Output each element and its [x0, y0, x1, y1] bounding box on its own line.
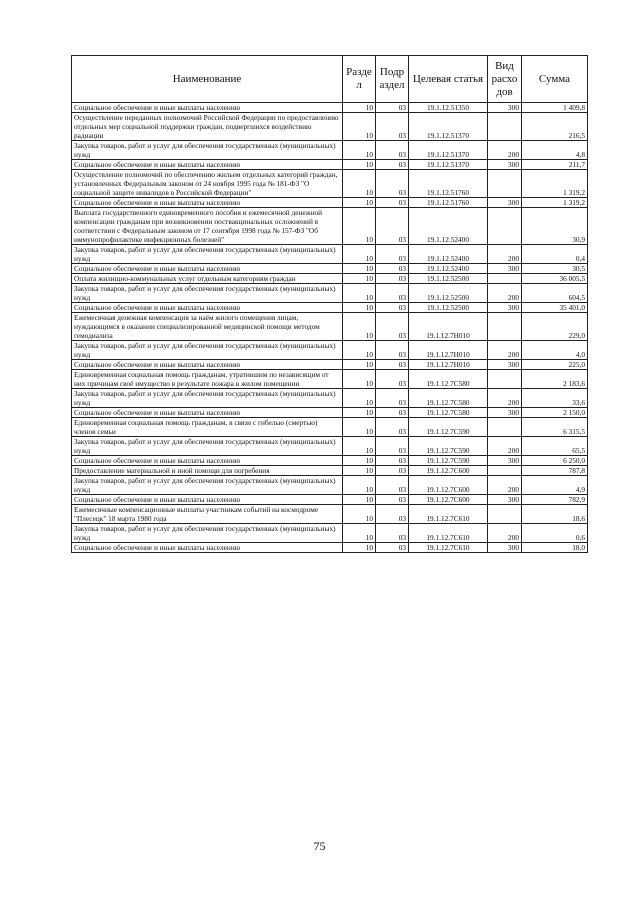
cell-name: Предоставление материальной и иной помощи для погребения [72, 466, 343, 476]
table-row [72, 418, 588, 437]
cell-name: Единовременная социальная помощь гражданам, утратившим по независящим от них причинам своё имущество в результате пожара в жилом помещении [72, 370, 343, 389]
header-target: Целевая статья [409, 56, 488, 103]
cell-target: 19.1.12.7С600 [409, 476, 488, 495]
cell-name: Закупка товаров, работ и услуг для обеспечения государственных (муниципальных) нужд [72, 389, 343, 408]
cell-section: 10 [343, 418, 376, 437]
cell-expense-type: 300 [488, 408, 522, 418]
cell-target: 19.1.12.7С580 [409, 389, 488, 408]
cell-name: Социальное обеспечение и иные выплаты населению [72, 160, 343, 170]
cell-subsection: 03 [376, 303, 409, 313]
cell-amount: 30,9 [522, 208, 588, 245]
cell-expense-type [488, 274, 522, 284]
cell-subsection: 03 [376, 360, 409, 370]
cell-subsection: 03 [376, 160, 409, 170]
cell-subsection: 03 [376, 505, 409, 524]
cell-subsection: 03 [376, 408, 409, 418]
cell-subsection: 03 [376, 103, 409, 113]
budget-table-container [71, 55, 587, 553]
cell-amount: 4,8 [522, 141, 588, 160]
table-row [72, 408, 588, 418]
cell-amount: 604,5 [522, 284, 588, 303]
cell-target: 19.1.12.52400 [409, 245, 488, 264]
cell-section: 10 [343, 476, 376, 495]
table-row [72, 303, 588, 313]
cell-section: 10 [343, 303, 376, 313]
cell-section: 10 [343, 274, 376, 284]
cell-name: Закупка товаров, работ и услуг для обеспечения государственных (муниципальных) нужд [72, 245, 343, 264]
cell-name: Социальное обеспечение и иные выплаты населению [72, 408, 343, 418]
cell-section: 10 [343, 245, 376, 264]
cell-section: 10 [343, 160, 376, 170]
cell-target: 19.1.12.52500 [409, 284, 488, 303]
cell-expense-type: 200 [488, 389, 522, 408]
cell-section: 10 [343, 284, 376, 303]
cell-target: 19.1.12.51370 [409, 141, 488, 160]
cell-amount: 787,8 [522, 466, 588, 476]
cell-section: 10 [343, 170, 376, 198]
cell-expense-type: 300 [488, 495, 522, 505]
table-row [72, 313, 588, 341]
cell-amount: 225,0 [522, 360, 588, 370]
cell-name: Социальное обеспечение и иные выплаты населению [72, 264, 343, 274]
cell-section: 10 [343, 466, 376, 476]
cell-section: 10 [343, 141, 376, 160]
cell-target: 19.1.12.52500 [409, 274, 488, 284]
cell-subsection: 03 [376, 456, 409, 466]
cell-expense-type: 300 [488, 360, 522, 370]
cell-expense-type: 200 [488, 437, 522, 456]
cell-amount: 1 319,2 [522, 198, 588, 208]
cell-subsection: 03 [376, 284, 409, 303]
cell-subsection: 03 [376, 543, 409, 553]
cell-target: 19.1.12.52500 [409, 303, 488, 313]
cell-section: 10 [343, 495, 376, 505]
cell-name: Социальное обеспечение и иные выплаты населению [72, 303, 343, 313]
cell-amount: 2 150,0 [522, 408, 588, 418]
table-row [72, 456, 588, 466]
table-row [72, 141, 588, 160]
table-row [72, 274, 588, 284]
cell-amount: 35 401,0 [522, 303, 588, 313]
cell-expense-type: 300 [488, 264, 522, 274]
header-amount: Сумма [522, 56, 588, 103]
cell-section: 10 [343, 408, 376, 418]
table-row [72, 370, 588, 389]
table-row [72, 476, 588, 495]
header-name: Наименование [72, 56, 343, 103]
cell-target: 19.1.12.51370 [409, 113, 488, 141]
cell-expense-type: 300 [488, 160, 522, 170]
cell-name: Закупка товаров, работ и услуг для обеспечения государственных (муниципальных) нужд [72, 524, 343, 543]
cell-subsection: 03 [376, 495, 409, 505]
cell-section: 10 [343, 437, 376, 456]
table-row [72, 284, 588, 303]
table-row [72, 495, 588, 505]
cell-name: Осуществление полномочий по обеспечению жильем отдельных категорий граждан, установленных Федеральным законом от 24 ноября 1995 года № 181-ФЗ "О социальной защите инвалидов в Российской Федерации" [72, 170, 343, 198]
cell-name: Социальное обеспечение и иные выплаты населению [72, 456, 343, 466]
cell-section: 10 [343, 543, 376, 553]
cell-target: 19.1.12.51350 [409, 103, 488, 113]
cell-name: Закупка товаров, работ и услуг для обеспечения государственных (муниципальных) нужд [72, 284, 343, 303]
cell-amount: 229,0 [522, 313, 588, 341]
cell-target: 19.1.12.7С600 [409, 466, 488, 476]
cell-name: Закупка товаров, работ и услуг для обеспечения государственных (муниципальных) нужд [72, 476, 343, 495]
cell-name: Единовременная социальная помощь гражданам, в связи с гибелью (смертью) членов семьи [72, 418, 343, 437]
cell-expense-type: 200 [488, 341, 522, 360]
cell-amount: 0,4 [522, 245, 588, 264]
cell-subsection: 03 [376, 141, 409, 160]
cell-name: Ежемесячная денежная компенсация за наём жилого помещения лицам, нуждающимся в оказании специализированной медицинской помощи методом гемодиализа [72, 313, 343, 341]
cell-name: Социальное обеспечение и иные выплаты населению [72, 360, 343, 370]
cell-section: 10 [343, 313, 376, 341]
cell-target: 19.1.12.7С580 [409, 408, 488, 418]
cell-name: Осуществление переданных полномочий Российской Федерации по предоставлению отдельных мер социальной поддержки граждан, подвергшихся воздействию радиации [72, 113, 343, 141]
cell-subsection: 03 [376, 245, 409, 264]
page-number: 75 [313, 839, 326, 853]
cell-section: 10 [343, 103, 376, 113]
table-row [72, 113, 588, 141]
cell-subsection: 03 [376, 476, 409, 495]
cell-amount: 1 409,8 [522, 103, 588, 113]
cell-target: 19.1.12.7С610 [409, 543, 488, 553]
cell-target: 19.1.12.7С610 [409, 524, 488, 543]
cell-target: 19.1.12.52400 [409, 264, 488, 274]
cell-name: Оплата жилищно-коммунальных услуг отдельным категориям граждан [72, 274, 343, 284]
cell-name: Социальное обеспечение и иные выплаты населению [72, 543, 343, 553]
cell-section: 10 [343, 360, 376, 370]
table-row [72, 170, 588, 198]
cell-section: 10 [343, 370, 376, 389]
cell-subsection: 03 [376, 313, 409, 341]
cell-target: 19.1.12.7С580 [409, 370, 488, 389]
cell-expense-type [488, 370, 522, 389]
cell-name: Закупка товаров, работ и услуг для обеспечения государственных (муниципальных) нужд [72, 437, 343, 456]
cell-subsection: 03 [376, 466, 409, 476]
header-subsection: Подр аздел [376, 56, 409, 103]
cell-section: 10 [343, 198, 376, 208]
table-row [72, 543, 588, 553]
cell-target: 19.1.12.7С590 [409, 456, 488, 466]
budget-table [71, 55, 588, 553]
cell-subsection: 03 [376, 437, 409, 456]
cell-expense-type: 200 [488, 284, 522, 303]
cell-expense-type [488, 208, 522, 245]
cell-section: 10 [343, 341, 376, 360]
cell-amount: 36 005,5 [522, 274, 588, 284]
cell-name: Социальное обеспечение и иные выплаты населению [72, 198, 343, 208]
cell-expense-type: 300 [488, 456, 522, 466]
table-row [72, 198, 588, 208]
cell-subsection: 03 [376, 389, 409, 408]
cell-subsection: 03 [376, 370, 409, 389]
table-row [72, 264, 588, 274]
cell-expense-type: 200 [488, 524, 522, 543]
cell-amount: 2 183,6 [522, 370, 588, 389]
cell-section: 10 [343, 505, 376, 524]
cell-amount: 1 319,2 [522, 170, 588, 198]
cell-target: 19.1.12.7Н010 [409, 360, 488, 370]
cell-amount: 216,5 [522, 113, 588, 141]
cell-subsection: 03 [376, 418, 409, 437]
cell-subsection: 03 [376, 198, 409, 208]
cell-target: 19.1.12.7Н010 [409, 313, 488, 341]
cell-expense-type: 300 [488, 198, 522, 208]
cell-name: Социальное обеспечение и иные выплаты населению [72, 103, 343, 113]
cell-expense-type: 300 [488, 543, 522, 553]
header-section: Разде л [343, 56, 376, 103]
cell-expense-type: 200 [488, 245, 522, 264]
cell-amount: 18,0 [522, 543, 588, 553]
cell-section: 10 [343, 389, 376, 408]
cell-target: 19.1.12.51760 [409, 198, 488, 208]
cell-expense-type: 300 [488, 303, 522, 313]
cell-expense-type: 300 [488, 103, 522, 113]
cell-target: 19.1.12.7С590 [409, 437, 488, 456]
cell-expense-type [488, 505, 522, 524]
header-expense-type: Вид расхо дов [488, 56, 522, 103]
cell-name: Выплата государственного единовременного пособия и ежемесячной денежной компенсации гражданам при возникновении поствакцинальных осложнений в соответствии с Федеральным законом от 17 сентября 1998 года № 157-ФЗ "Об иммунопрофилактике инфекционных болезней" [72, 208, 343, 245]
cell-subsection: 03 [376, 274, 409, 284]
cell-amount: 782,9 [522, 495, 588, 505]
cell-subsection: 03 [376, 524, 409, 543]
cell-amount: 65,5 [522, 437, 588, 456]
table-row [72, 505, 588, 524]
cell-expense-type: 200 [488, 141, 522, 160]
cell-subsection: 03 [376, 208, 409, 245]
cell-section: 10 [343, 208, 376, 245]
cell-amount: 33,6 [522, 389, 588, 408]
cell-target: 19.1.12.51370 [409, 160, 488, 170]
cell-name: Социальное обеспечение и иные выплаты населению [72, 495, 343, 505]
table-row [72, 524, 588, 543]
cell-amount: 30,5 [522, 264, 588, 274]
table-row [72, 341, 588, 360]
cell-section: 10 [343, 456, 376, 466]
table-row [72, 466, 588, 476]
table-row [72, 360, 588, 370]
cell-expense-type: 200 [488, 476, 522, 495]
cell-section: 10 [343, 113, 376, 141]
cell-amount: 6 250,0 [522, 456, 588, 466]
table-row [72, 103, 588, 113]
table-row [72, 208, 588, 245]
cell-amount: 18,6 [522, 505, 588, 524]
cell-expense-type [488, 113, 522, 141]
cell-section: 10 [343, 524, 376, 543]
cell-amount: 0,6 [522, 524, 588, 543]
table-row [72, 245, 588, 264]
cell-expense-type [488, 466, 522, 476]
cell-target: 19.1.12.7С610 [409, 505, 488, 524]
cell-section: 10 [343, 264, 376, 274]
cell-amount: 211,7 [522, 160, 588, 170]
cell-target: 19.1.12.7С590 [409, 418, 488, 437]
cell-expense-type [488, 313, 522, 341]
cell-amount: 4,9 [522, 476, 588, 495]
header-row [72, 56, 588, 103]
table-body [72, 103, 588, 553]
cell-target: 19.1.12.52400 [409, 208, 488, 245]
cell-subsection: 03 [376, 264, 409, 274]
cell-expense-type [488, 418, 522, 437]
table-row [72, 160, 588, 170]
cell-target: 19.1.12.7С600 [409, 495, 488, 505]
cell-subsection: 03 [376, 170, 409, 198]
cell-target: 19.1.12.51760 [409, 170, 488, 198]
table-row [72, 437, 588, 456]
cell-subsection: 03 [376, 341, 409, 360]
cell-name: Закупка товаров, работ и услуг для обеспечения государственных (муниципальных) нужд [72, 341, 343, 360]
cell-amount: 4,0 [522, 341, 588, 360]
cell-amount: 6 315,5 [522, 418, 588, 437]
cell-expense-type [488, 170, 522, 198]
cell-name: Закупка товаров, работ и услуг для обеспечения государственных (муниципальных) нужд [72, 141, 343, 160]
cell-target: 19.1.12.7Н010 [409, 341, 488, 360]
cell-subsection: 03 [376, 113, 409, 141]
cell-name: Ежемесячные компенсационные выплаты участникам событий на космодроме "Плесецк" 18 марта 1980 года [72, 505, 343, 524]
table-row [72, 389, 588, 408]
